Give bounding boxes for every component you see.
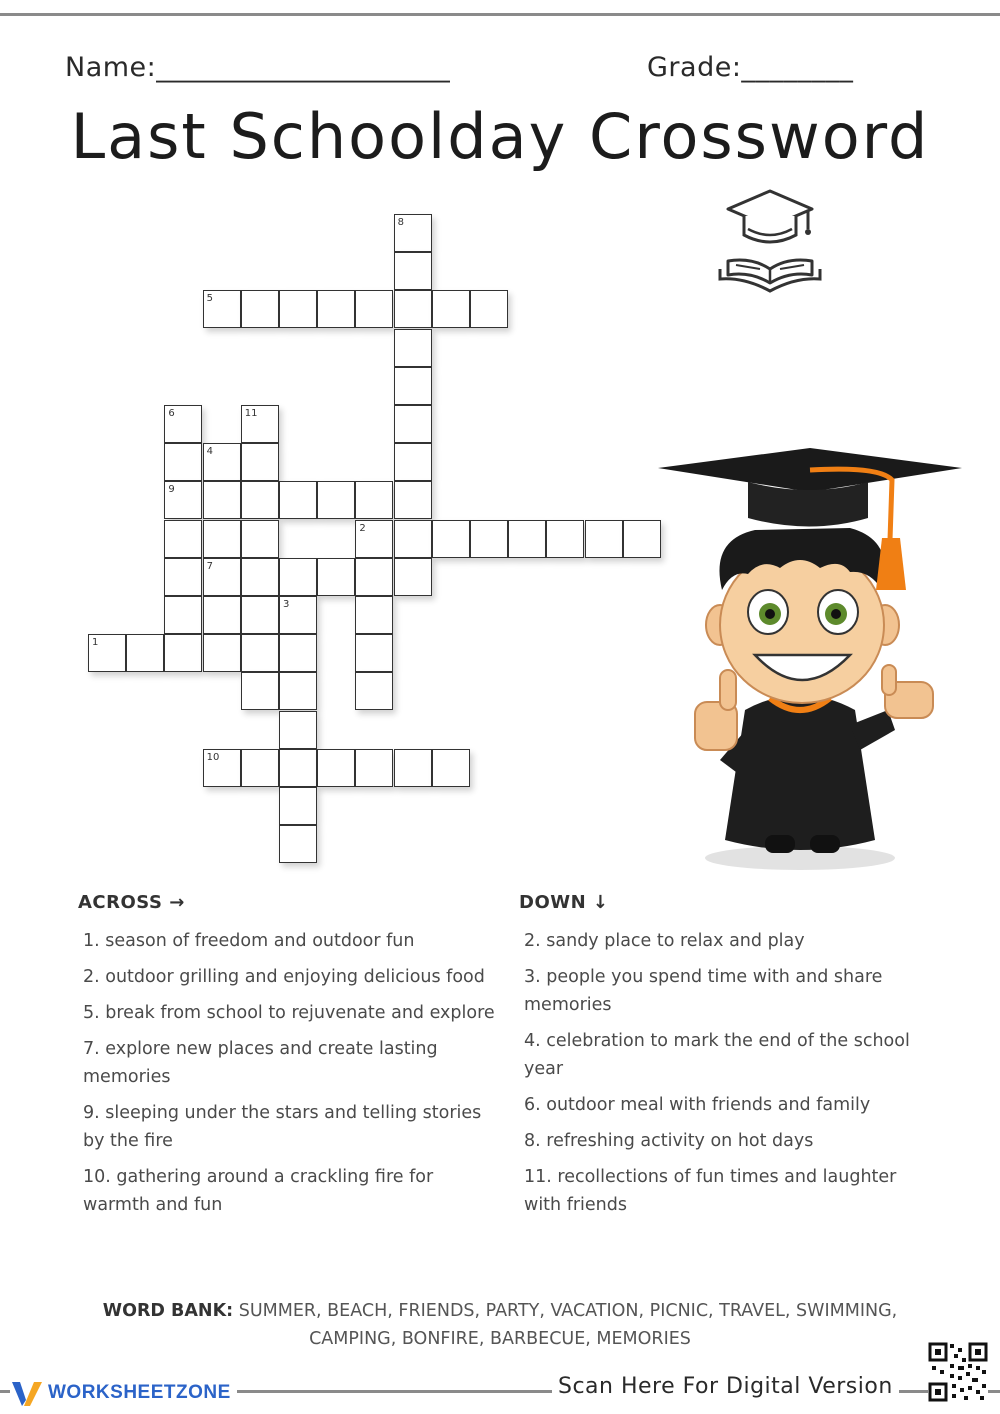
crossword-cell[interactable] [88, 634, 126, 672]
word-bank-words: SUMMER, BEACH, FRIENDS, PARTY, VACATION, PICNIC, TRAVEL, SWIMMING, CAMPING, BONFIRE, BARBECUE, MEMORIES [238, 1301, 898, 1349]
crossword-cell[interactable] [203, 520, 241, 558]
crossword-cell[interactable] [279, 749, 317, 787]
crossword-cell[interactable] [355, 290, 393, 328]
graduation-cap-book-icon [714, 185, 826, 297]
clue-number: 3 [283, 599, 290, 610]
crossword-cell[interactable] [508, 520, 546, 558]
crossword-cell[interactable] [203, 290, 241, 328]
crossword-cell[interactable] [164, 558, 202, 596]
crossword-cell[interactable] [394, 405, 432, 443]
crossword-cell[interactable] [279, 672, 317, 710]
clue-number: 8 [397, 217, 404, 228]
across-clue-1: 1. season of freedom and outdoor fun [83, 931, 415, 951]
crossword-cell[interactable] [317, 290, 355, 328]
across-clue-10: 10. gathering around a crackling fire for warmth and fun [83, 1167, 434, 1215]
crossword-cell[interactable] [203, 634, 241, 672]
down-heading: DOWN ↓ [519, 892, 609, 913]
across-clue-7: 7. explore new places and create lasting memories [83, 1039, 438, 1087]
scan-here-text: Scan Here For Digital Version [552, 1374, 899, 1399]
crossword-cell[interactable] [546, 520, 584, 558]
graduate-boy-illustration [650, 440, 970, 880]
crossword-cell[interactable] [394, 520, 432, 558]
crossword-cell[interactable] [279, 558, 317, 596]
grade-field[interactable]: Grade:________ [647, 52, 854, 83]
clue-number: 1 [92, 637, 99, 649]
clue-number: 2 [359, 522, 366, 534]
crossword-cell[interactable] [394, 558, 432, 596]
crossword-cell[interactable] [241, 443, 279, 481]
crossword-cell[interactable] [203, 558, 241, 596]
crossword-cell[interactable] [432, 290, 470, 328]
crossword-cell[interactable] [279, 711, 317, 749]
crossword-cell[interactable] [203, 481, 241, 519]
word-bank-label: WORD BANK: [102, 1301, 234, 1321]
crossword-cell[interactable] [355, 520, 393, 558]
clue-number: 10 [206, 751, 220, 763]
crossword-cell[interactable] [241, 634, 279, 672]
across-heading: ACROSS → [78, 892, 185, 913]
crossword-cell[interactable] [241, 672, 279, 710]
page-title: Last Schoolday Crossword [70, 100, 930, 173]
down-clue-8: 8. refreshing activity on hot days [524, 1131, 814, 1151]
crossword-cell[interactable] [585, 520, 623, 558]
crossword-cell[interactable] [432, 749, 470, 787]
crossword-cell[interactable] [394, 443, 432, 481]
down-clue-3: 3. people you spend time with and share memories [524, 967, 883, 1015]
down-clue-2: 2. sandy place to relax and play [524, 931, 805, 951]
crossword-cell[interactable] [394, 290, 432, 328]
crossword-cell[interactable] [279, 787, 317, 825]
logo-text: WORKSHEETZONE [48, 1382, 231, 1403]
down-clue-11: 11. recollections of fun times and laughter with friends [524, 1167, 897, 1215]
crossword-cell[interactable] [394, 481, 432, 519]
qr-code-icon[interactable] [928, 1342, 988, 1402]
crossword-cell[interactable] [203, 443, 241, 481]
crossword-cell[interactable] [241, 405, 279, 443]
word-bank [100, 1297, 900, 1353]
crossword-cell[interactable] [164, 405, 202, 443]
down-clue-6: 6. outdoor meal with friends and family [524, 1095, 871, 1115]
crossword-cell[interactable] [355, 672, 393, 710]
name-field[interactable]: Name:_____________________ [65, 52, 451, 83]
crossword-cell[interactable] [279, 596, 317, 634]
crossword-cell[interactable] [203, 749, 241, 787]
clue-number: 5 [206, 293, 213, 305]
crossword-cell[interactable] [164, 520, 202, 558]
clue-number: 9 [168, 484, 175, 496]
across-clue-9: 9. sleeping under the stars and telling stories by the fire [83, 1103, 482, 1151]
across-clues [78, 892, 498, 1227]
crossword-cell[interactable] [432, 520, 470, 558]
crossword-cell[interactable] [394, 367, 432, 405]
crossword-cell[interactable] [355, 634, 393, 672]
crossword-cell[interactable] [355, 596, 393, 634]
crossword-cell[interactable] [241, 520, 279, 558]
crossword-cell[interactable] [317, 749, 355, 787]
crossword-cell[interactable] [279, 481, 317, 519]
crossword-cell[interactable] [470, 520, 508, 558]
crossword-cell[interactable] [394, 252, 432, 290]
crossword-cell[interactable] [164, 443, 202, 481]
crossword-cell[interactable] [394, 214, 432, 252]
crossword-cell[interactable] [241, 481, 279, 519]
down-clue-4: 4. celebration to mark the end of the school year [524, 1031, 910, 1079]
clue-number: 6 [168, 408, 175, 419]
crossword-cell[interactable] [355, 749, 393, 787]
worksheetzone-logo-icon [10, 1378, 44, 1408]
crossword-cell[interactable] [203, 596, 241, 634]
down-clues [519, 892, 939, 1227]
crossword-cell[interactable] [241, 290, 279, 328]
crossword-cell[interactable] [470, 290, 508, 328]
crossword-cell[interactable] [126, 634, 164, 672]
across-clue-2: 2. outdoor grilling and enjoying delicious food [83, 967, 485, 987]
across-clue-5: 5. break from school to rejuvenate and explore [83, 1003, 495, 1023]
crossword-cell[interactable] [317, 481, 355, 519]
clue-number: 7 [206, 560, 213, 572]
clue-number: 4 [206, 446, 213, 458]
crossword-cell[interactable] [279, 634, 317, 672]
worksheetzone-logo[interactable] [10, 1376, 237, 1410]
crossword-cell[interactable] [164, 481, 202, 519]
crossword-cell[interactable] [241, 749, 279, 787]
crossword-cell[interactable] [394, 329, 432, 367]
crossword-cell[interactable] [317, 558, 355, 596]
clue-number: 11 [244, 408, 258, 419]
crossword-cell[interactable] [279, 825, 317, 863]
crossword-cell[interactable] [394, 749, 432, 787]
crossword-cell[interactable] [355, 558, 393, 596]
crossword-cell[interactable] [279, 290, 317, 328]
crossword-cell[interactable] [355, 481, 393, 519]
crossword-cell[interactable] [164, 596, 202, 634]
crossword-cell[interactable] [241, 558, 279, 596]
crossword-cell[interactable] [241, 596, 279, 634]
crossword-cell[interactable] [164, 634, 202, 672]
